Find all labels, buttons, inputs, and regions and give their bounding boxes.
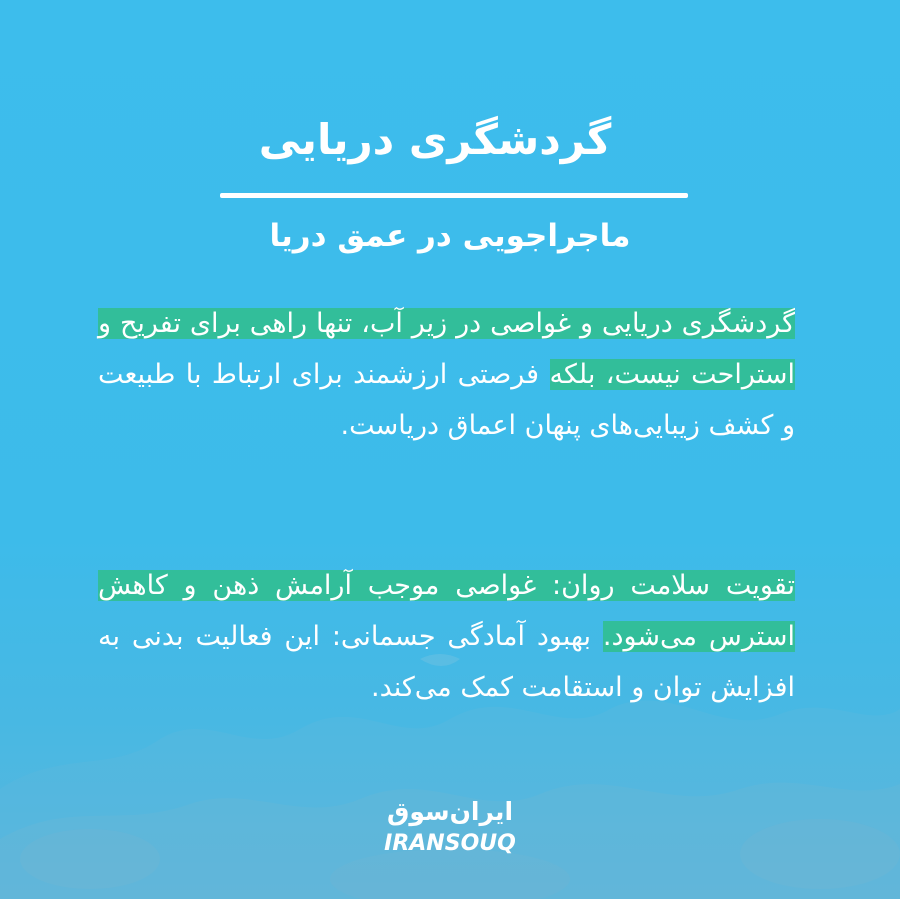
benefits-plain-text: بهبود آمادگی جسمانی: این فعالیت بدنی به افزایش توان و استقامت کمک می‌کند. — [98, 621, 795, 703]
page-title: گردشگری دریایی — [258, 115, 612, 164]
title-divider — [220, 193, 688, 198]
intro-plain-text: فرصتی ارزشمند برای ارتباط با طبیعت و کشف زیبایی‌های پنهان اعماق دریاست. — [98, 359, 795, 441]
intro-paragraph — [98, 298, 795, 451]
brand-logo-persian: ایران‌سوق — [386, 797, 514, 826]
intro-highlighted-text: گردشگری دریایی و غواصی در زیر آب، تنها راهی برای تفریح و استراحت نیست، بلکه — [98, 308, 796, 390]
benefits-highlighted-text: تقویت سلامت روان: غواصی موجب آرامش ذهن و کاهش استرس می‌شود. — [98, 570, 796, 652]
page-subtitle: ماجراجویی در عمق دریا — [269, 218, 631, 254]
brand-logo-latin: IRANSOUQ — [384, 831, 516, 856]
benefits-paragraph — [98, 560, 795, 713]
brand-logo — [355, 795, 545, 865]
